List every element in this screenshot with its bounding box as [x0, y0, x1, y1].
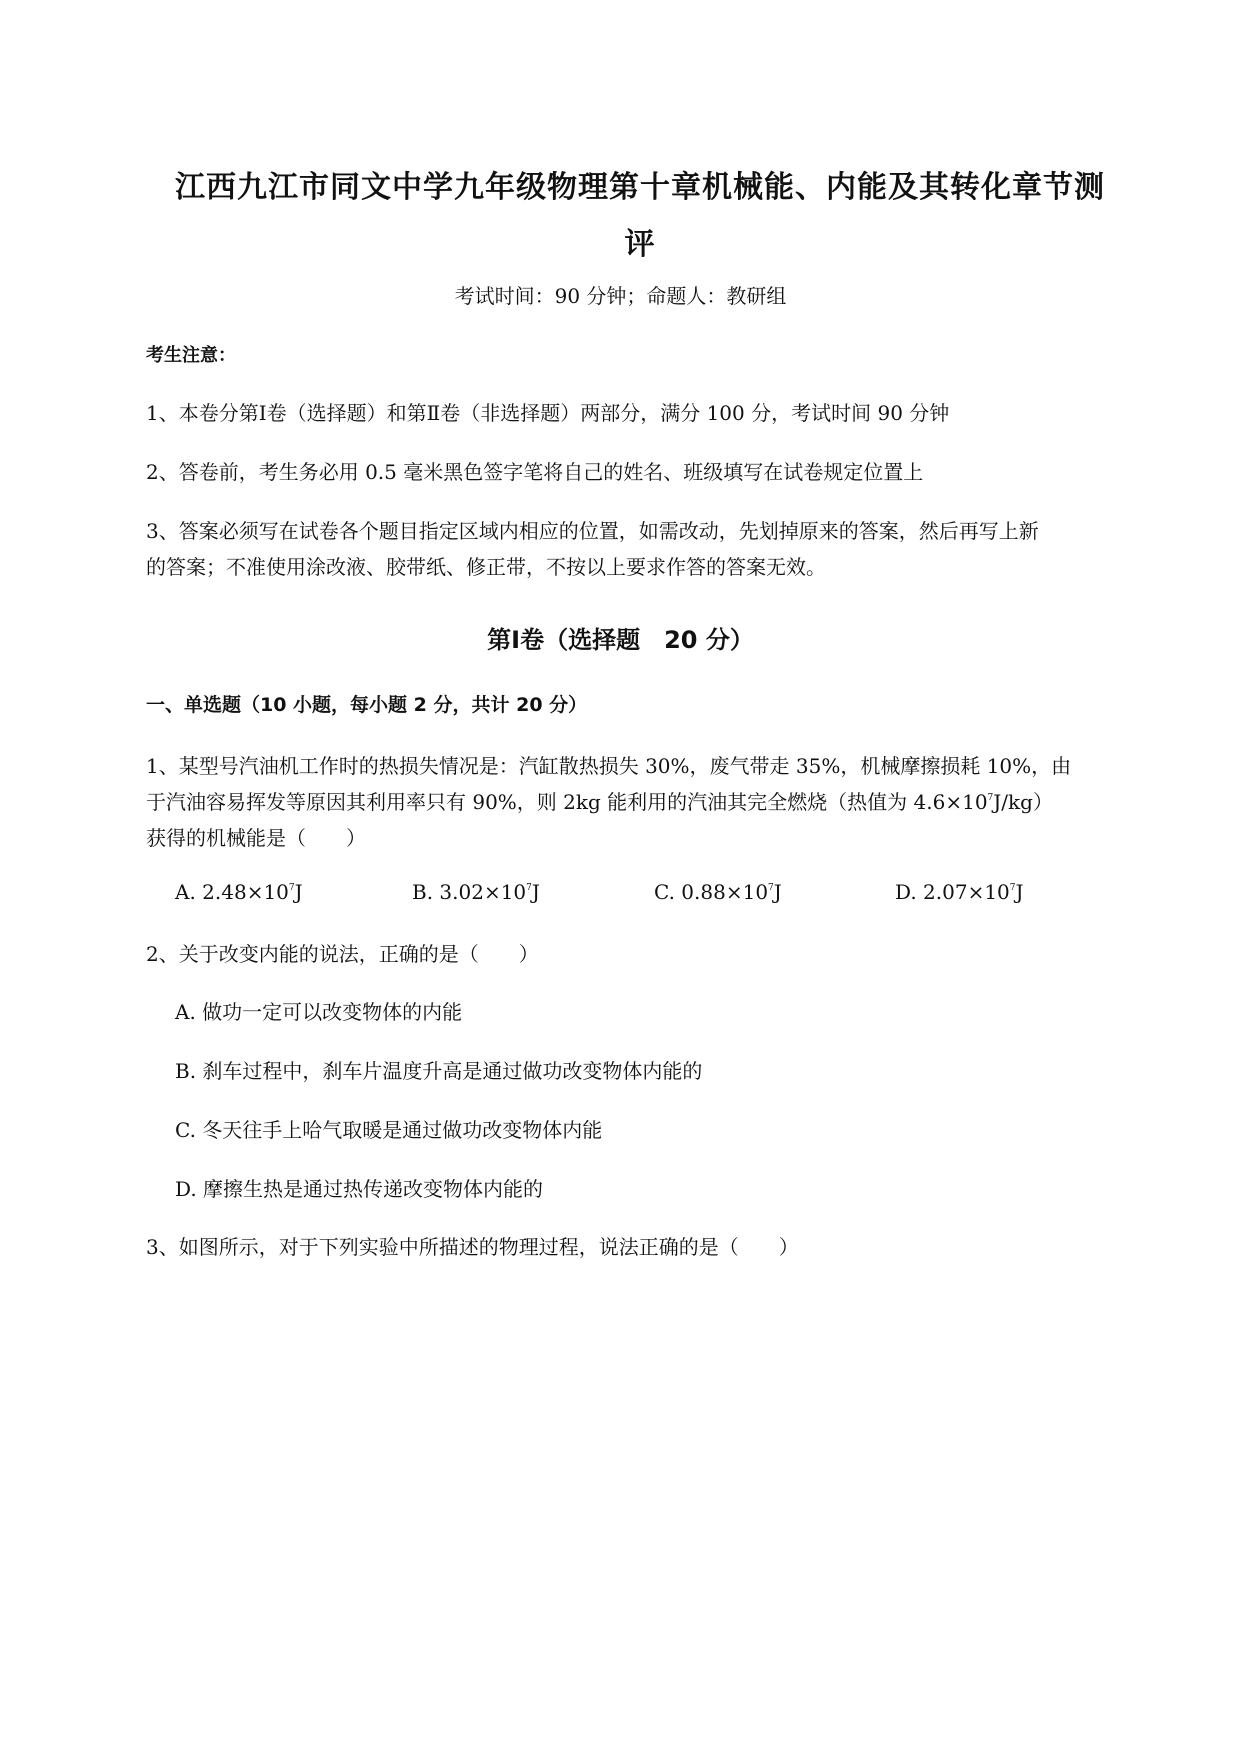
q3-stem: 3、如图所示，对于下列实验中所描述的物理过程，说法正确的是（ ） [146, 1235, 799, 1259]
exam-subtitle: 考试时间：90 分钟；命题人：教研组 [454, 284, 787, 308]
q1-line-1: 1、某型号汽油机工作时的热损失情况是：汽缸散热损失 30%，废气带走 35%，机械摩擦损耗 10%，由 [146, 754, 1072, 778]
q2-option-b[interactable]: B. 刹车过程中，刹车片温度升高是通过做功改变物体内能的 [175, 1059, 703, 1083]
q1-line-2-text: 于汽油容易挥发等原因其利用率只有 90%，则 2kg 能利用的汽油其完全燃烧（热值为 4.6×10 [146, 790, 988, 814]
q1-option-c[interactable]: C. $0.88\times 10^7J$ [654, 880, 782, 904]
notice-item-1: 1、本卷分第Ⅰ卷（选择题）和第Ⅱ卷（非选择题）两部分，满分 100 分，考试时间 90 分钟 [146, 401, 950, 425]
q1-line-2-tail: J/kg） [993, 790, 1053, 814]
q2-stem: 2、关于改变内能的说法，正确的是（ ） [146, 942, 539, 966]
notice-item-3: 3、答案必须写在试卷各个题目指定区域内相应的位置，如需改动，先划掉原来的答案，然后再写上新 [146, 519, 1039, 543]
q2-option-a[interactable]: A. 做功一定可以改变物体的内能 [175, 1000, 463, 1024]
q1-line-2 [146, 786, 1053, 815]
q1-option-d[interactable]: D. $2.07\times 10^7J$ [895, 880, 1024, 904]
part-heading: 一、单选题（10 小题，每小题 2 分，共计 20 分） [146, 694, 588, 716]
section-title: 第Ⅰ卷（选择题 20 分） [487, 626, 754, 654]
document-title-line2: 评 [624, 227, 656, 262]
q1-option-a[interactable]: A. $2.48\times 10^7J$ [175, 880, 303, 904]
document-title-line1: 江西九江市同文中学九年级物理第十章机械能、内能及其转化章节测 [175, 170, 1105, 205]
q2-option-c[interactable]: C. 冬天往手上哈气取暖是通过做功改变物体内能 [175, 1118, 603, 1142]
q2-option-d[interactable]: D. 摩擦生热是通过热传递改变物体内能的 [175, 1177, 544, 1201]
notice-heading: 考生注意： [146, 345, 236, 366]
q1-line-2-sup: 7 [987, 793, 994, 803]
q1-option-b[interactable]: B. $3.02\times 10^7J$ [412, 880, 540, 904]
notice-item-3-cont: 的答案；不准使用涂改液、胶带纸、修正带，不按以上要求作答的答案无效。 [146, 555, 826, 579]
q1-line-3: 获得的机械能是（ ） [146, 826, 366, 850]
notice-item-2: 2、答卷前，考生务必用 0.5 毫米黑色签字笔将自己的姓名、班级填写在试卷规定位置上 [146, 460, 924, 484]
